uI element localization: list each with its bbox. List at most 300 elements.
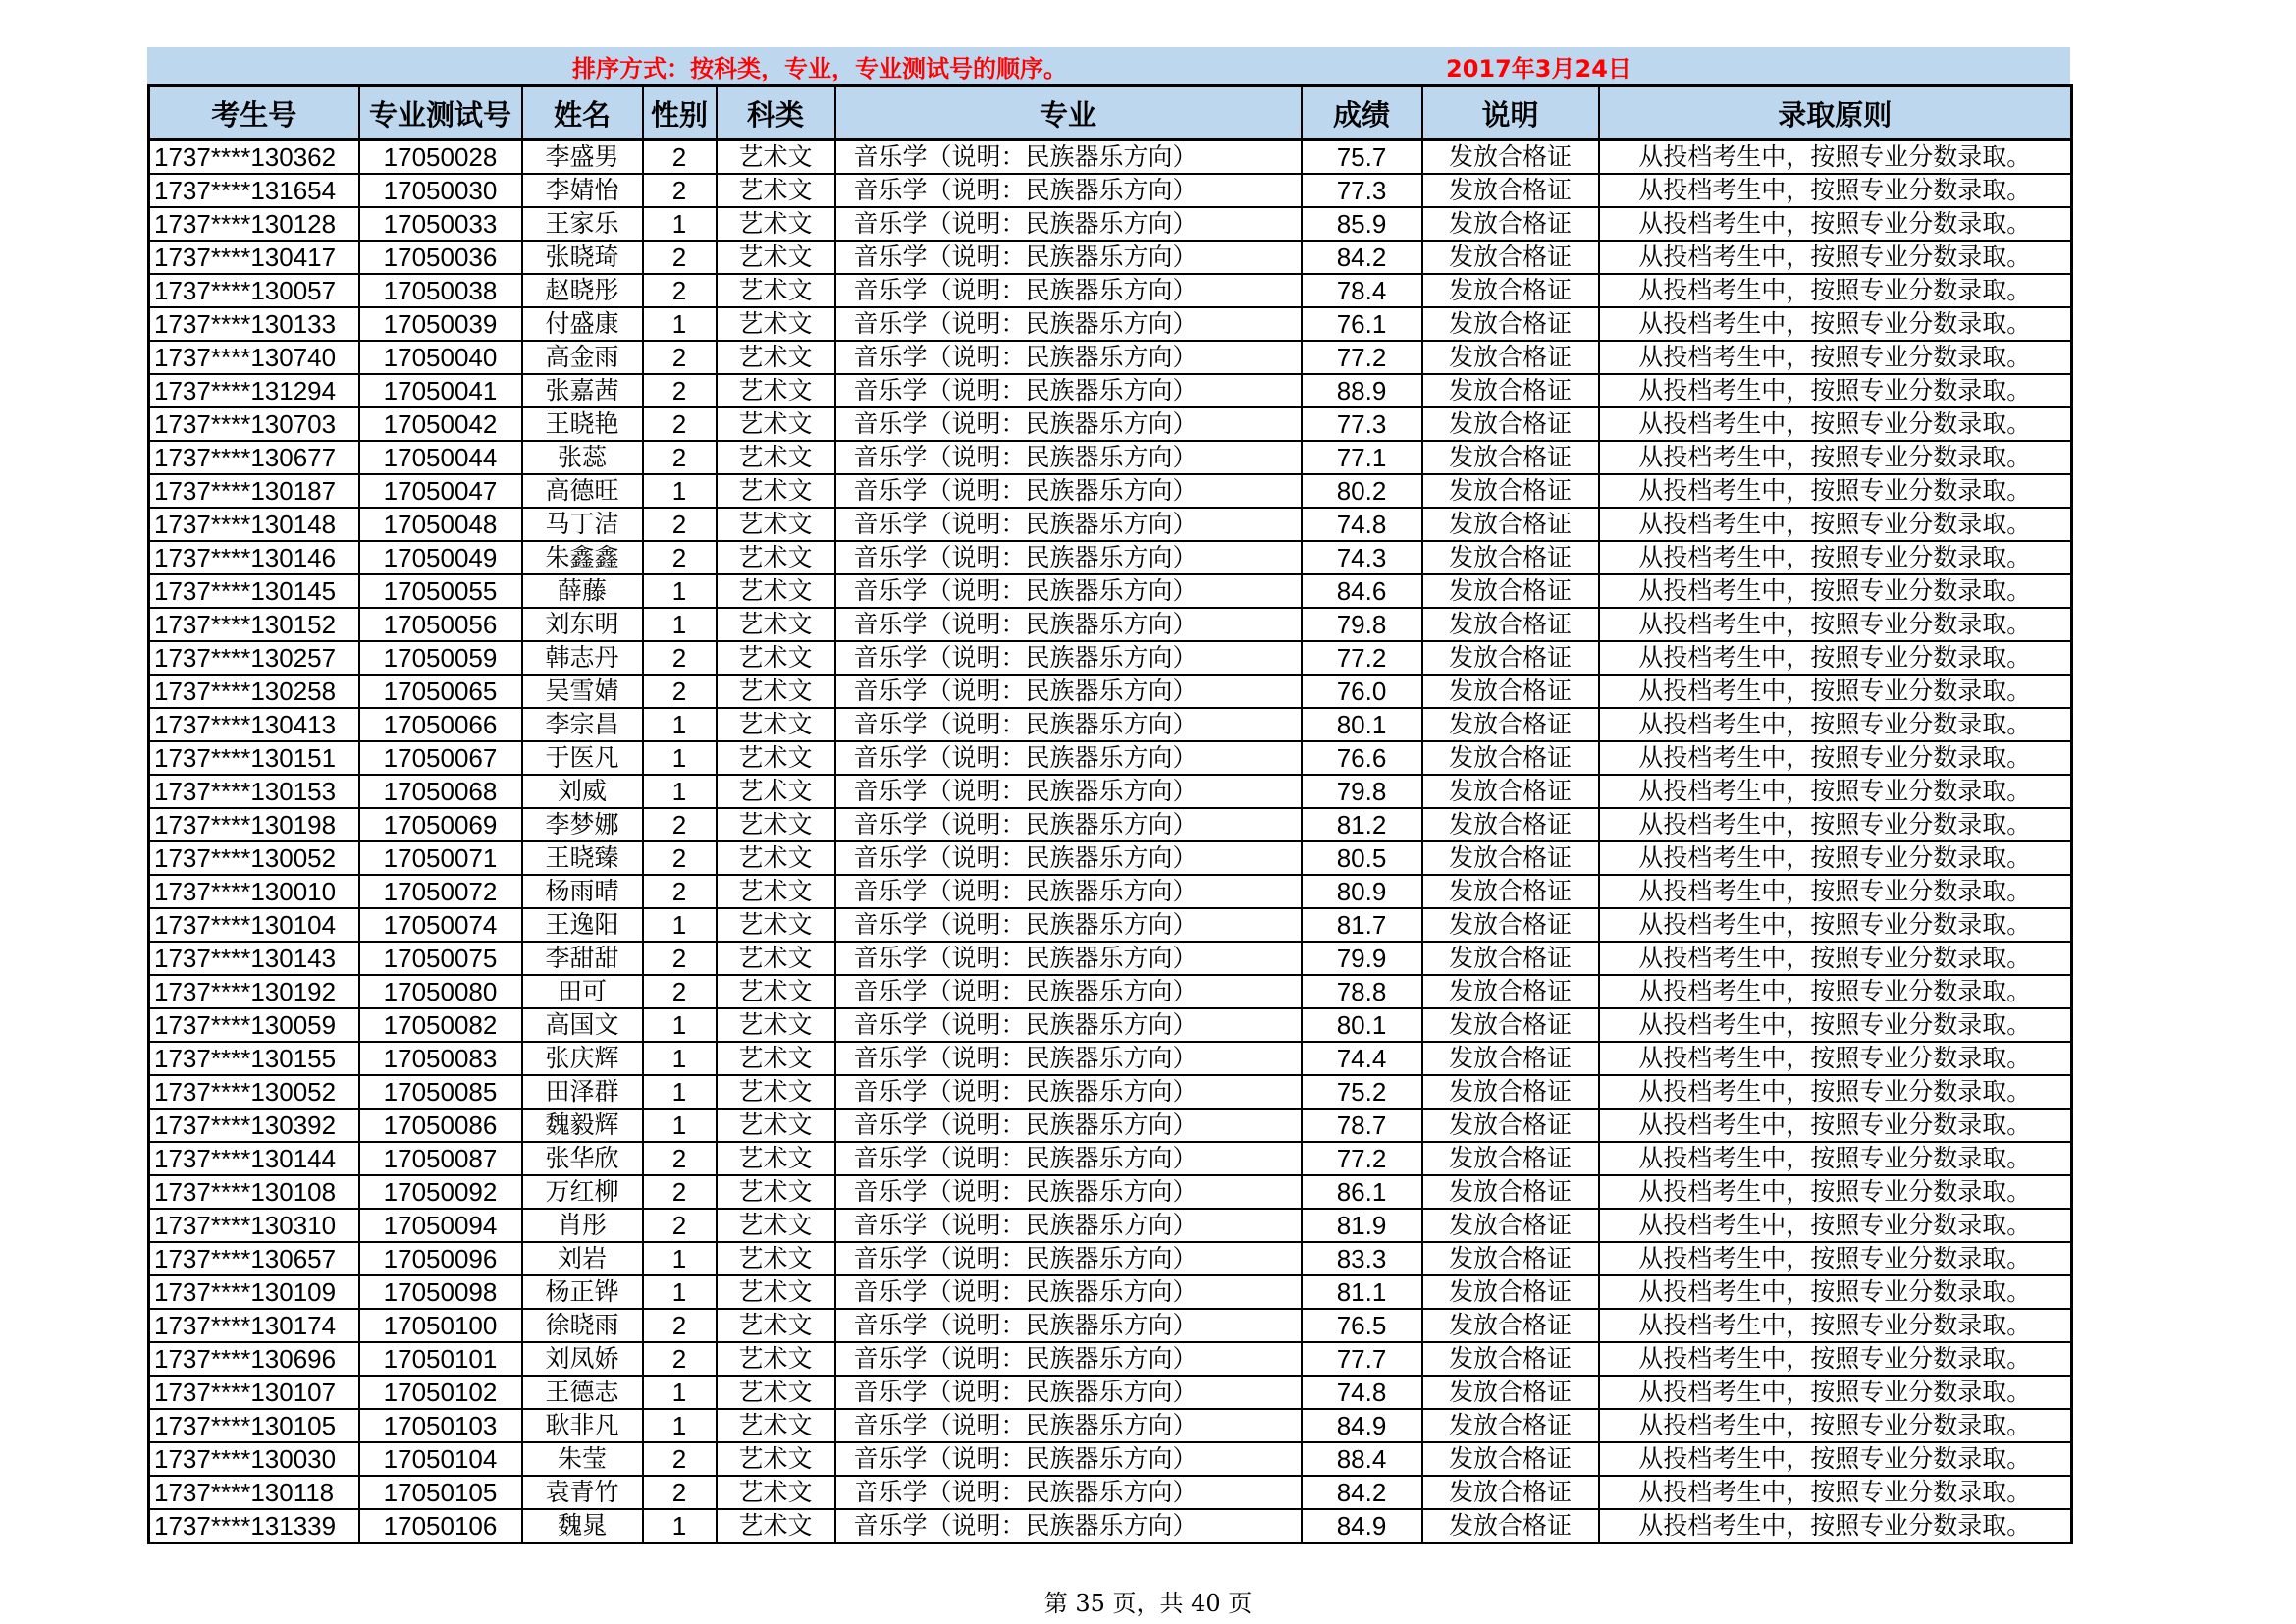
admission-rule-cell: 从投档考生中，按照专业分数录取。 (1599, 207, 2072, 241)
candidate-id-cell: 1737****130198 (149, 808, 359, 841)
note-cell: 发放合格证 (1422, 140, 1599, 175)
admission-rule-cell: 从投档考生中，按照专业分数录取。 (1599, 1342, 2072, 1376)
score-cell: 80.1 (1302, 708, 1422, 741)
name-cell: 杨雨晴 (522, 875, 643, 908)
test-number-cell: 17050040 (359, 341, 522, 374)
category-cell: 艺术文 (717, 1442, 835, 1476)
major-cell: 音乐学（说明：民族器乐方向） (835, 241, 1302, 274)
table-row (149, 474, 2072, 508)
test-number-cell: 17050055 (359, 574, 522, 608)
test-number-cell: 17050101 (359, 1342, 522, 1376)
admission-rule-cell: 从投档考生中，按照专业分数录取。 (1599, 975, 2072, 1008)
header-candidate-id: 考生号 (149, 86, 359, 140)
test-number-cell: 17050033 (359, 207, 522, 241)
major-cell: 音乐学（说明：民族器乐方向） (835, 1008, 1302, 1042)
score-cell: 88.9 (1302, 374, 1422, 407)
test-number-cell: 17050056 (359, 608, 522, 641)
name-cell: 付盛康 (522, 307, 643, 341)
admission-rule-cell: 从投档考生中，按照专业分数录取。 (1599, 1075, 2072, 1109)
score-cell: 84.2 (1302, 1476, 1422, 1509)
test-number-cell: 17050074 (359, 908, 522, 942)
table-row (149, 741, 2072, 775)
major-cell: 音乐学（说明：民族器乐方向） (835, 942, 1302, 975)
table-row (149, 1175, 2072, 1209)
name-cell: 高国文 (522, 1008, 643, 1042)
name-cell: 张蕊 (522, 441, 643, 474)
major-cell: 音乐学（说明：民族器乐方向） (835, 775, 1302, 808)
category-cell: 艺术文 (717, 474, 835, 508)
category-cell: 艺术文 (717, 407, 835, 441)
candidate-id-cell: 1737****130413 (149, 708, 359, 741)
note-cell: 发放合格证 (1422, 1109, 1599, 1142)
category-cell: 艺术文 (717, 775, 835, 808)
score-cell: 80.1 (1302, 1008, 1422, 1042)
test-number-cell: 17050096 (359, 1242, 522, 1275)
major-cell: 音乐学（说明：民族器乐方向） (835, 1409, 1302, 1442)
admission-rule-cell: 从投档考生中，按照专业分数录取。 (1599, 608, 2072, 641)
category-cell: 艺术文 (717, 1175, 835, 1209)
major-cell: 音乐学（说明：民族器乐方向） (835, 307, 1302, 341)
name-cell: 王德志 (522, 1376, 643, 1409)
admission-rule-cell: 从投档考生中，按照专业分数录取。 (1599, 841, 2072, 875)
test-number-cell: 17050072 (359, 875, 522, 908)
gender-cell: 2 (643, 641, 717, 675)
major-cell: 音乐学（说明：民族器乐方向） (835, 641, 1302, 675)
candidate-id-cell: 1737****130145 (149, 574, 359, 608)
candidate-id-cell: 1737****130059 (149, 1008, 359, 1042)
score-cell: 88.4 (1302, 1442, 1422, 1476)
major-cell: 音乐学（说明：民族器乐方向） (835, 1309, 1302, 1342)
candidate-id-cell: 1737****130417 (149, 241, 359, 274)
major-cell: 音乐学（说明：民族器乐方向） (835, 274, 1302, 307)
test-number-cell: 17050098 (359, 1275, 522, 1309)
major-cell: 音乐学（说明：民族器乐方向） (835, 574, 1302, 608)
major-cell: 音乐学（说明：民族器乐方向） (835, 1109, 1302, 1142)
admission-rule-cell: 从投档考生中，按照专业分数录取。 (1599, 1042, 2072, 1075)
candidate-id-cell: 1737****130057 (149, 274, 359, 307)
test-number-cell: 17050082 (359, 1008, 522, 1042)
score-cell: 80.9 (1302, 875, 1422, 908)
candidate-id-cell: 1737****130152 (149, 608, 359, 641)
test-number-cell: 17050059 (359, 641, 522, 675)
name-cell: 徐晓雨 (522, 1309, 643, 1342)
name-cell: 田泽群 (522, 1075, 643, 1109)
major-cell: 音乐学（说明：民族器乐方向） (835, 1075, 1302, 1109)
gender-cell: 1 (643, 1109, 717, 1142)
gender-cell: 2 (643, 1342, 717, 1376)
note-cell: 发放合格证 (1422, 1209, 1599, 1242)
score-cell: 86.1 (1302, 1175, 1422, 1209)
name-cell: 张庆辉 (522, 1042, 643, 1075)
header-test-number: 专业测试号 (359, 86, 522, 140)
admission-rule-cell: 从投档考生中，按照专业分数录取。 (1599, 274, 2072, 307)
note-cell: 发放合格证 (1422, 1242, 1599, 1275)
category-cell: 艺术文 (717, 1376, 835, 1409)
category-cell: 艺术文 (717, 174, 835, 207)
gender-cell: 2 (643, 1175, 717, 1209)
gender-cell: 1 (643, 1075, 717, 1109)
score-cell: 76.1 (1302, 307, 1422, 341)
gender-cell: 2 (643, 1309, 717, 1342)
table-row (149, 207, 2072, 241)
candidate-id-cell: 1737****130187 (149, 474, 359, 508)
gender-cell: 2 (643, 1142, 717, 1175)
note-cell: 发放合格证 (1422, 474, 1599, 508)
test-number-cell: 17050044 (359, 441, 522, 474)
admission-rule-cell: 从投档考生中，按照专业分数录取。 (1599, 875, 2072, 908)
note-cell: 发放合格证 (1422, 1376, 1599, 1409)
major-cell: 音乐学（说明：民族器乐方向） (835, 875, 1302, 908)
test-number-cell: 17050105 (359, 1476, 522, 1509)
category-cell: 艺术文 (717, 1109, 835, 1142)
admission-rule-cell: 从投档考生中，按照专业分数录取。 (1599, 708, 2072, 741)
test-number-cell: 17050030 (359, 174, 522, 207)
table-row (149, 1476, 2072, 1509)
table-row (149, 441, 2072, 474)
note-cell: 发放合格证 (1422, 1075, 1599, 1109)
major-cell: 音乐学（说明：民族器乐方向） (835, 1242, 1302, 1275)
category-cell: 艺术文 (717, 808, 835, 841)
category-cell: 艺术文 (717, 1509, 835, 1543)
gender-cell: 2 (643, 1476, 717, 1509)
major-cell: 音乐学（说明：民族器乐方向） (835, 1376, 1302, 1409)
score-cell: 77.2 (1302, 641, 1422, 675)
major-cell: 音乐学（说明：民族器乐方向） (835, 1042, 1302, 1075)
major-cell: 音乐学（说明：民族器乐方向） (835, 1342, 1302, 1376)
header-score: 成绩 (1302, 86, 1422, 140)
score-cell: 74.8 (1302, 1376, 1422, 1409)
test-number-cell: 17050036 (359, 241, 522, 274)
table-row (149, 641, 2072, 675)
major-cell: 音乐学（说明：民族器乐方向） (835, 441, 1302, 474)
gender-cell: 2 (643, 374, 717, 407)
major-cell: 音乐学（说明：民族器乐方向） (835, 207, 1302, 241)
gender-cell: 2 (643, 508, 717, 541)
table-row (149, 908, 2072, 942)
table-row (149, 1242, 2072, 1275)
candidate-id-cell: 1737****130109 (149, 1275, 359, 1309)
candidate-id-cell: 1737****130174 (149, 1309, 359, 1342)
note-cell: 发放合格证 (1422, 341, 1599, 374)
header-name: 姓名 (522, 86, 643, 140)
admission-rule-cell: 从投档考生中，按照专业分数录取。 (1599, 908, 2072, 942)
score-cell: 77.7 (1302, 1342, 1422, 1376)
category-cell: 艺术文 (717, 875, 835, 908)
header-gender: 性别 (643, 86, 717, 140)
note-cell: 发放合格证 (1422, 174, 1599, 207)
table-row (149, 541, 2072, 574)
candidate-id-cell: 1737****130151 (149, 741, 359, 775)
admission-rule-cell: 从投档考生中，按照专业分数录取。 (1599, 574, 2072, 608)
gender-cell: 1 (643, 741, 717, 775)
header-note: 说明 (1422, 86, 1599, 140)
note-cell: 发放合格证 (1422, 708, 1599, 741)
score-cell: 81.7 (1302, 908, 1422, 942)
name-cell: 刘东明 (522, 608, 643, 641)
table-row (149, 1008, 2072, 1042)
score-cell: 78.8 (1302, 975, 1422, 1008)
header-admission-rule: 录取原则 (1599, 86, 2072, 140)
gender-cell: 1 (643, 474, 717, 508)
admission-rule-cell: 从投档考生中，按照专业分数录取。 (1599, 1275, 2072, 1309)
header-major: 专业 (835, 86, 1302, 140)
admission-rule-cell: 从投档考生中，按照专业分数录取。 (1599, 1442, 2072, 1476)
major-cell: 音乐学（说明：民族器乐方向） (835, 608, 1302, 641)
admission-rule-cell: 从投档考生中，按照专业分数录取。 (1599, 374, 2072, 407)
note-cell: 发放合格证 (1422, 1042, 1599, 1075)
candidate-id-cell: 1737****130677 (149, 441, 359, 474)
candidate-id-cell: 1737****130010 (149, 875, 359, 908)
major-cell: 音乐学（说明：民族器乐方向） (835, 741, 1302, 775)
note-cell: 发放合格证 (1422, 407, 1599, 441)
name-cell: 李甜甜 (522, 942, 643, 975)
category-cell: 艺术文 (717, 741, 835, 775)
gender-cell: 2 (643, 675, 717, 708)
admission-rule-cell: 从投档考生中，按照专业分数录取。 (1599, 1142, 2072, 1175)
test-number-cell: 17050047 (359, 474, 522, 508)
candidate-id-cell: 1737****130052 (149, 1075, 359, 1109)
candidate-id-cell: 1737****130133 (149, 307, 359, 341)
gender-cell: 1 (643, 708, 717, 741)
admission-rule-cell: 从投档考生中，按照专业分数录取。 (1599, 641, 2072, 675)
table-row (149, 1309, 2072, 1342)
table-row (149, 1442, 2072, 1476)
gender-cell: 2 (643, 808, 717, 841)
score-cell: 81.9 (1302, 1209, 1422, 1242)
gender-cell: 1 (643, 1409, 717, 1442)
name-cell: 高金雨 (522, 341, 643, 374)
score-cell: 78.4 (1302, 274, 1422, 307)
table-row (149, 608, 2072, 641)
sort-banner (147, 47, 2070, 84)
name-cell: 刘凤娇 (522, 1342, 643, 1376)
score-cell: 75.7 (1302, 140, 1422, 175)
test-number-cell: 17050094 (359, 1209, 522, 1242)
note-cell: 发放合格证 (1422, 508, 1599, 541)
candidate-id-cell: 1737****130144 (149, 1142, 359, 1175)
name-cell: 于医凡 (522, 741, 643, 775)
score-cell: 77.1 (1302, 441, 1422, 474)
candidate-id-cell: 1737****130657 (149, 1242, 359, 1275)
candidate-id-cell: 1737****131654 (149, 174, 359, 207)
gender-cell: 2 (643, 241, 717, 274)
table-row (149, 508, 2072, 541)
gender-cell: 2 (643, 274, 717, 307)
score-cell: 78.7 (1302, 1109, 1422, 1142)
category-cell: 艺术文 (717, 140, 835, 175)
category-cell: 艺术文 (717, 1209, 835, 1242)
major-cell: 音乐学（说明：民族器乐方向） (835, 808, 1302, 841)
table-row (149, 775, 2072, 808)
note-cell: 发放合格证 (1422, 541, 1599, 574)
score-cell: 84.2 (1302, 241, 1422, 274)
note-cell: 发放合格证 (1422, 1476, 1599, 1509)
category-cell: 艺术文 (717, 1075, 835, 1109)
name-cell: 韩志丹 (522, 641, 643, 675)
test-number-cell: 17050103 (359, 1409, 522, 1442)
name-cell: 魏晁 (522, 1509, 643, 1543)
name-cell: 张晓琦 (522, 241, 643, 274)
score-cell: 74.3 (1302, 541, 1422, 574)
note-cell: 发放合格证 (1422, 441, 1599, 474)
major-cell: 音乐学（说明：民族器乐方向） (835, 1175, 1302, 1209)
gender-cell: 1 (643, 1008, 717, 1042)
gender-cell: 1 (643, 574, 717, 608)
name-cell: 朱莹 (522, 1442, 643, 1476)
candidate-id-cell: 1737****130192 (149, 975, 359, 1008)
admission-rule-cell: 从投档考生中，按照专业分数录取。 (1599, 1309, 2072, 1342)
note-cell: 发放合格证 (1422, 1309, 1599, 1342)
score-cell: 76.6 (1302, 741, 1422, 775)
category-cell: 艺术文 (717, 841, 835, 875)
name-cell: 张嘉茜 (522, 374, 643, 407)
admission-rule-cell: 从投档考生中，按照专业分数录取。 (1599, 675, 2072, 708)
candidate-id-cell: 1737****130104 (149, 908, 359, 942)
table-row (149, 1509, 2072, 1543)
category-cell: 艺术文 (717, 541, 835, 574)
name-cell: 李盛男 (522, 140, 643, 175)
category-cell: 艺术文 (717, 708, 835, 741)
name-cell: 李宗昌 (522, 708, 643, 741)
score-cell: 79.8 (1302, 775, 1422, 808)
note-cell: 发放合格证 (1422, 1008, 1599, 1042)
admission-rule-cell: 从投档考生中，按照专业分数录取。 (1599, 808, 2072, 841)
admission-rule-cell: 从投档考生中，按照专业分数录取。 (1599, 1109, 2072, 1142)
name-cell: 朱鑫鑫 (522, 541, 643, 574)
candidate-id-cell: 1737****130258 (149, 675, 359, 708)
admission-rule-cell: 从投档考生中，按照专业分数录取。 (1599, 775, 2072, 808)
note-cell: 发放合格证 (1422, 1442, 1599, 1476)
score-cell: 80.2 (1302, 474, 1422, 508)
table-header-row (149, 86, 2072, 140)
major-cell: 音乐学（说明：民族器乐方向） (835, 1275, 1302, 1309)
category-cell: 艺术文 (717, 908, 835, 942)
score-cell: 81.2 (1302, 808, 1422, 841)
score-cell: 77.2 (1302, 341, 1422, 374)
major-cell: 音乐学（说明：民族器乐方向） (835, 1142, 1302, 1175)
category-cell: 艺术文 (717, 341, 835, 374)
score-cell: 77.2 (1302, 1142, 1422, 1175)
candidate-id-cell: 1737****130257 (149, 641, 359, 675)
test-number-cell: 17050102 (359, 1376, 522, 1409)
note-cell: 发放合格证 (1422, 374, 1599, 407)
category-cell: 艺术文 (717, 1409, 835, 1442)
admission-rule-cell: 从投档考生中，按照专业分数录取。 (1599, 441, 2072, 474)
note-cell: 发放合格证 (1422, 875, 1599, 908)
score-cell: 75.2 (1302, 1075, 1422, 1109)
table-row (149, 1409, 2072, 1442)
candidate-id-cell: 1737****130310 (149, 1209, 359, 1242)
major-cell: 音乐学（说明：民族器乐方向） (835, 975, 1302, 1008)
table-row (149, 875, 2072, 908)
category-cell: 艺术文 (717, 975, 835, 1008)
name-cell: 李婧怡 (522, 174, 643, 207)
category-cell: 艺术文 (717, 1008, 835, 1042)
gender-cell: 2 (643, 140, 717, 175)
candidate-id-cell: 1737****130143 (149, 942, 359, 975)
score-cell: 74.8 (1302, 508, 1422, 541)
category-cell: 艺术文 (717, 207, 835, 241)
test-number-cell: 17050048 (359, 508, 522, 541)
category-cell: 艺术文 (717, 241, 835, 274)
category-cell: 艺术文 (717, 374, 835, 407)
major-cell: 音乐学（说明：民族器乐方向） (835, 708, 1302, 741)
category-cell: 艺术文 (717, 675, 835, 708)
admission-rule-cell: 从投档考生中，按照专业分数录取。 (1599, 1175, 2072, 1209)
table-row (149, 841, 2072, 875)
score-cell: 77.3 (1302, 174, 1422, 207)
test-number-cell: 17050068 (359, 775, 522, 808)
admission-sheet (147, 47, 2070, 1544)
table-row (149, 942, 2072, 975)
admission-rule-cell: 从投档考生中，按照专业分数录取。 (1599, 1409, 2072, 1442)
gender-cell: 1 (643, 1509, 717, 1543)
candidate-id-cell: 1737****130107 (149, 1376, 359, 1409)
name-cell: 万红柳 (522, 1175, 643, 1209)
admission-rule-cell: 从投档考生中，按照专业分数录取。 (1599, 140, 2072, 175)
name-cell: 马丁洁 (522, 508, 643, 541)
name-cell: 杨正铧 (522, 1275, 643, 1309)
note-cell: 发放合格证 (1422, 608, 1599, 641)
admission-rule-cell: 从投档考生中，按照专业分数录取。 (1599, 241, 2072, 274)
candidate-id-cell: 1737****130153 (149, 775, 359, 808)
candidate-id-cell: 1737****130740 (149, 341, 359, 374)
header-category: 科类 (717, 86, 835, 140)
test-number-cell: 17050042 (359, 407, 522, 441)
test-number-cell: 17050075 (359, 942, 522, 975)
category-cell: 艺术文 (717, 1242, 835, 1275)
table-row (149, 274, 2072, 307)
admission-rule-cell: 从投档考生中，按照专业分数录取。 (1599, 174, 2072, 207)
score-cell: 81.1 (1302, 1275, 1422, 1309)
test-number-cell: 17050069 (359, 808, 522, 841)
gender-cell: 2 (643, 975, 717, 1008)
table-body (149, 140, 2072, 1543)
test-number-cell: 17050039 (359, 307, 522, 341)
name-cell: 李梦娜 (522, 808, 643, 841)
gender-cell: 1 (643, 207, 717, 241)
test-number-cell: 17050066 (359, 708, 522, 741)
gender-cell: 2 (643, 407, 717, 441)
gender-cell: 2 (643, 341, 717, 374)
table-row (149, 374, 2072, 407)
admission-rule-cell: 从投档考生中，按照专业分数录取。 (1599, 407, 2072, 441)
table-row (149, 808, 2072, 841)
score-cell: 77.3 (1302, 407, 1422, 441)
table-row (149, 675, 2072, 708)
name-cell: 王家乐 (522, 207, 643, 241)
candidate-id-cell: 1737****131294 (149, 374, 359, 407)
category-cell: 艺术文 (717, 441, 835, 474)
score-cell: 79.8 (1302, 608, 1422, 641)
major-cell: 音乐学（说明：民族器乐方向） (835, 474, 1302, 508)
category-cell: 艺术文 (717, 641, 835, 675)
note-cell: 发放合格证 (1422, 908, 1599, 942)
admission-rule-cell: 从投档考生中，按照专业分数录取。 (1599, 307, 2072, 341)
category-cell: 艺术文 (717, 1042, 835, 1075)
gender-cell: 2 (643, 541, 717, 574)
score-cell: 74.4 (1302, 1042, 1422, 1075)
gender-cell: 2 (643, 1209, 717, 1242)
major-cell: 音乐学（说明：民族器乐方向） (835, 1442, 1302, 1476)
name-cell: 王晓臻 (522, 841, 643, 875)
candidate-id-cell: 1737****130148 (149, 508, 359, 541)
gender-cell: 2 (643, 174, 717, 207)
major-cell: 音乐学（说明：民族器乐方向） (835, 407, 1302, 441)
candidate-id-cell: 1737****130362 (149, 140, 359, 175)
name-cell: 刘威 (522, 775, 643, 808)
table-row (149, 1275, 2072, 1309)
